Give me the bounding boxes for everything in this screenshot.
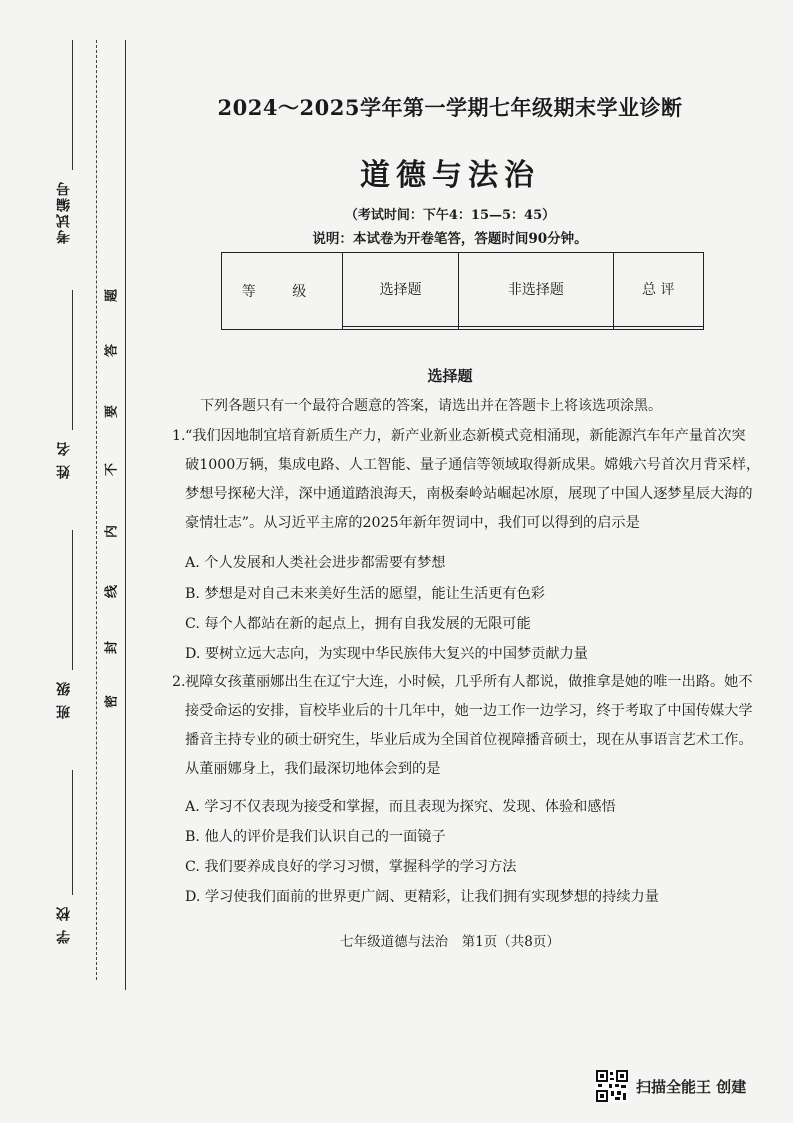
option-c: C. 我们要养成良好的学习习惯，掌握科学的学习方法 xyxy=(185,859,517,875)
subject-title: 道德与法治 xyxy=(360,158,540,193)
seal-char: 封 xyxy=(104,641,120,655)
question-number: 1. xyxy=(172,428,186,444)
grade-table xyxy=(221,252,704,330)
option-b: B. 梦想是对自己未来美好生活的愿望，能让生活更有色彩 xyxy=(185,586,545,602)
stem-line: 梦想号探秘大洋，深中通道踏浪海天，南极秦岭站崛起冰原，展现了中国人逐梦星辰大海的 xyxy=(185,486,753,502)
stem-line: 接受命运的安排，盲校毕业后的十几年中，她一边工作一边学习，终于考取了中国传媒大学 xyxy=(185,703,753,719)
question-stem xyxy=(185,668,772,784)
grade-col-header: 总 评 xyxy=(613,253,704,327)
grade-cell xyxy=(459,326,613,330)
grade-col-header: 选择题 xyxy=(343,253,459,327)
section-title: 选择题 xyxy=(427,367,473,385)
option-a: A. 个人发展和人类社会进步都需要有梦想 xyxy=(185,555,446,571)
option-c: C. 每个人都站在新的起点上，拥有自我发展的无限可能 xyxy=(185,616,531,632)
stem-line: 播音主持专业的硕士研究生，毕业后成为全国首位视障播音硕士，现在从事语言艺术工作。 xyxy=(185,732,753,748)
option-b: B. 他人的评价是我们认识自己的一面镜子 xyxy=(185,829,446,845)
name-blank xyxy=(72,290,73,430)
question-number: 2. xyxy=(172,674,186,690)
stem-line: 从董丽娜身上，我们最深切地体会到的是 xyxy=(185,761,441,777)
seal-char: 要 xyxy=(104,405,120,419)
option-d: D. 学习使我们面前的世界更广阔、更精彩，让我们拥有实现梦想的持续力量 xyxy=(185,889,659,905)
class-blank xyxy=(72,530,73,670)
inner-seal-line xyxy=(125,40,126,990)
seal-char: 题 xyxy=(104,289,120,303)
outer-dashed-line xyxy=(96,40,97,980)
watermark-text: 扫描全能王 创建 xyxy=(636,1077,747,1096)
seal-char: 密 xyxy=(104,695,120,709)
stem-line: 视障女孩董丽娜出生在辽宁大连，小时候，几乎所有人都说，做推拿是她的唯一出路。她不 xyxy=(185,674,753,690)
stem-line: “我们因地制宜培育新质生产力，新产业新业态新模式竞相涌现，新能源汽车年产量首次突 xyxy=(185,428,746,444)
page-footer: 七年级道德与法治 第1页（共8页） xyxy=(340,934,560,950)
exam-note: 说明：本试卷为开卷笔答，答题时间90分钟。 xyxy=(312,231,588,247)
question-stem xyxy=(185,422,772,538)
exam-id-label: 考试编号 xyxy=(56,180,72,244)
exam-id-blank xyxy=(72,40,73,170)
stem-line: 豪情壮志”。从习近平主席的2025年新年贺词中，我们可以得到的启示是 xyxy=(185,515,640,531)
stem-line: 破1000万辆，集成电路、人工智能、量子通信等领域取得新成果。嫦娥六号首次月背采样， xyxy=(185,457,761,473)
scanner-watermark xyxy=(596,1070,746,1102)
name-label: 姓 名 xyxy=(56,440,72,479)
grade-cell xyxy=(343,326,459,330)
option-d: D. 要树立远大志向，为实现中华民族伟大复兴的中国梦贡献力量 xyxy=(185,646,588,662)
question-2 xyxy=(172,668,772,784)
seal-char: 不 xyxy=(104,463,120,477)
grade-col-header: 非选择题 xyxy=(459,253,613,327)
school-label: 学 校 xyxy=(56,905,72,944)
class-label: 班 级 xyxy=(56,680,72,719)
seal-char: 答 xyxy=(104,344,120,358)
qr-code-icon xyxy=(596,1070,628,1102)
question-1 xyxy=(172,422,772,538)
exam-time: （考试时间：下午4：15—5：45） xyxy=(344,208,556,223)
school-blank xyxy=(72,770,73,895)
seal-char: 线 xyxy=(104,585,120,599)
seal-char: 内 xyxy=(104,525,120,539)
section-instructions: 下列各题只有一个最符合题意的答案，请选出并在答题卡上将该选项涂黑。 xyxy=(200,398,662,414)
option-a: A. 学习不仅表现为接受和掌握，而且表现为探究、发现、体验和感悟 xyxy=(185,799,616,815)
exam-title: 2024～2025学年第一学期七年级期末学业诊断 xyxy=(217,95,683,120)
grade-cell xyxy=(613,326,704,330)
grade-row-label: 等 级 xyxy=(222,253,343,330)
